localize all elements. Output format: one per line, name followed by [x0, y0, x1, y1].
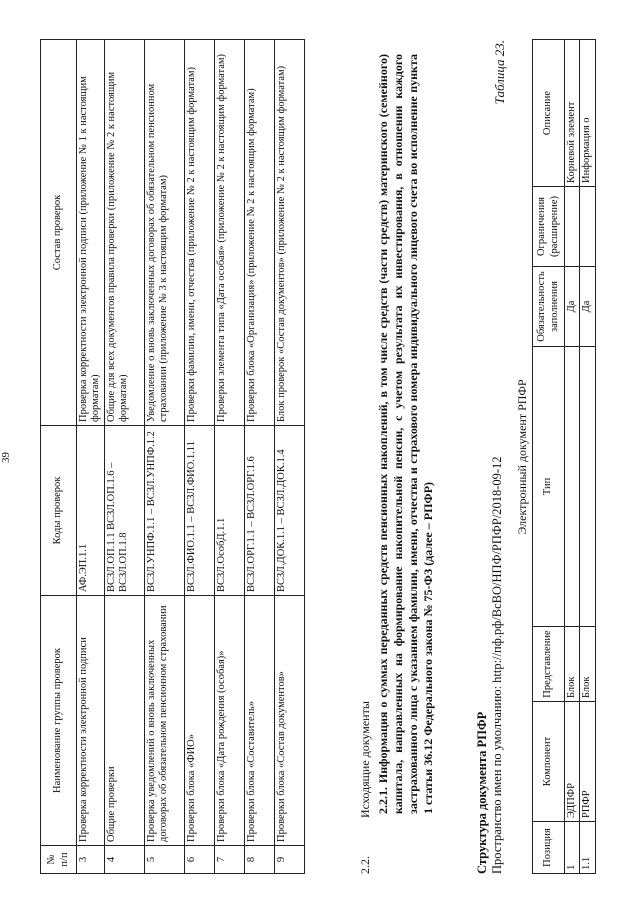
- elem-representation: Блок: [580, 627, 595, 702]
- row-num: 4: [104, 846, 144, 874]
- page-number: 39: [0, 452, 12, 463]
- checks-table: [40, 39, 305, 874]
- element-table: [532, 39, 596, 874]
- row-name: Проверка корректности электронной подписи: [77, 596, 105, 846]
- section-heading: [358, 40, 373, 874]
- elem-description: Информация о: [580, 40, 595, 187]
- rotated-page-content: [40, 40, 600, 874]
- row-num: 8: [244, 846, 274, 874]
- row-content: Проверки блока «Организация» (приложение № 2 к настоящим форматам): [244, 40, 274, 426]
- elem-header-type: Тип: [533, 347, 565, 627]
- elem-mandatory: Да: [580, 267, 595, 347]
- elem-component: РПФР: [580, 702, 595, 822]
- row-codes: ВСЗЛ.УНПФ.1.1 – ВСЗЛ.УНПФ.1.2: [144, 426, 184, 596]
- elem-header-position: Позиция: [533, 822, 565, 874]
- elem-component: ЭДПФР: [565, 702, 580, 822]
- table-row: [77, 40, 105, 874]
- elem-restrictions: [565, 187, 580, 267]
- row-content: Проверки фамилии, имени, отчества (приложение № 2 к настоящим форматам): [184, 40, 214, 426]
- row-name: Общие проверки: [104, 596, 144, 846]
- elem-header-mandatory: Обязательность заполнения: [533, 267, 565, 347]
- row-content: Проверки элемента типа «Дата особая» (приложение № 2 к настоящим форматам): [214, 40, 244, 426]
- row-num: 7: [214, 846, 244, 874]
- row-num: 5: [144, 846, 184, 874]
- row-codes: ВСЗЛ.ОП.1.1 ВСЗЛ.ОП.1.6 – ВСЗЛ.ОП.1.8: [104, 426, 144, 596]
- elem-header-description: Описание: [533, 40, 565, 187]
- row-content: Блок проверок «Состав документов» (приложение № 2 к настоящим форматам): [274, 40, 304, 426]
- row-num: 9: [274, 846, 304, 874]
- checks-header-name: Наименование группы проверок: [41, 596, 77, 846]
- elem-header-component: Компонент: [533, 702, 565, 822]
- row-content: Общие для всех документов правила проверки (приложение № 2 к настоящим форматам): [104, 40, 144, 426]
- section-number: 2.2.: [358, 856, 372, 874]
- table-row: [274, 40, 304, 874]
- table-row: [104, 40, 144, 874]
- row-name: Проверки блока «ФИО»: [184, 596, 214, 846]
- elem-description: Корневой элемент: [565, 40, 580, 187]
- elem-mandatory: Да: [565, 267, 580, 347]
- table-row: [214, 40, 244, 874]
- row-codes: ВСЗЛ.ДОК.1.1 – ВСЗЛ.ДОК.1.4: [274, 426, 304, 596]
- table-row: [565, 40, 580, 874]
- section-title: Исходящие документы: [358, 701, 372, 818]
- row-codes: АФ.ЭП.1.1: [77, 426, 105, 596]
- structure-heading: Структура документа РПФР: [475, 711, 489, 874]
- row-content: Проверка корректности электронной подписи (приложение № 1 к настоящим форматам): [77, 40, 105, 426]
- row-name: Проверка уведомлений о вновь заключенных договорах об обязательном пенсионном страховании: [144, 596, 184, 846]
- row-name: Проверки блока «Составитель»: [244, 596, 274, 846]
- row-codes: ВСЗЛ.ОРГ.1.1 – ВСЗЛ.ОРГ.1.6: [244, 426, 274, 596]
- checks-header-num: № п/п: [41, 846, 77, 874]
- row-num: 3: [77, 846, 105, 874]
- elem-position: 1.1: [580, 822, 595, 874]
- table-row: [244, 40, 274, 874]
- document-label: Электронный документ РПФР: [515, 379, 529, 535]
- table-row: [580, 40, 595, 874]
- namespace-line: Пространство имен по умолчанию: http://пф.рф/ВсВО/НПФ/РПФР/2018-09-12: [490, 456, 504, 874]
- checks-header-codes: Коды проверок: [41, 426, 77, 596]
- elem-representation: Блок: [565, 627, 580, 702]
- row-codes: ВСЗЛ.ФИО.1.1 – ВСЗЛ.ФИО.1.11: [184, 426, 214, 596]
- table-caption: Таблица 23.: [492, 40, 507, 105]
- elem-type: [580, 347, 595, 627]
- row-num: 6: [184, 846, 214, 874]
- subsection-paragraph: 2.2.1. Информация о суммах переданных средств пенсионных накоплений, в том числе средств (части средств) материнского (семейного) капитала, направленных на формирование накопительной пенсии, с учетом результата их инвестирования, в отношении каждого застрахованного лица с указанием фамилии, имени, отчества и страхового номера индивидуального лицевого счета во исполнение пункта 1 статьи 36.12 Федерального закона № 75-ФЗ (далее – РПФР): [376, 54, 435, 814]
- row-name: Проверки блока «Состав документов»: [274, 596, 304, 846]
- elem-header-representation: Представление: [533, 627, 565, 702]
- row-codes: ВСЗЛ.ОсобД.1.1: [214, 426, 244, 596]
- table-row: [144, 40, 184, 874]
- table-row: [184, 40, 214, 874]
- elem-position: 1: [565, 822, 580, 874]
- elem-type: [565, 347, 580, 627]
- elem-restrictions: [580, 187, 595, 267]
- elem-header-restrictions: Ограничения (расширение): [533, 187, 565, 267]
- checks-header-content: Состав проверок: [41, 40, 77, 426]
- row-name: Проверки блока «Дата рождения (особая)»: [214, 596, 244, 846]
- row-content: Уведомление о вновь заключенных договорах об обязательном пенсионном страховании (приложение № 3 к настоящим форматам): [144, 40, 184, 426]
